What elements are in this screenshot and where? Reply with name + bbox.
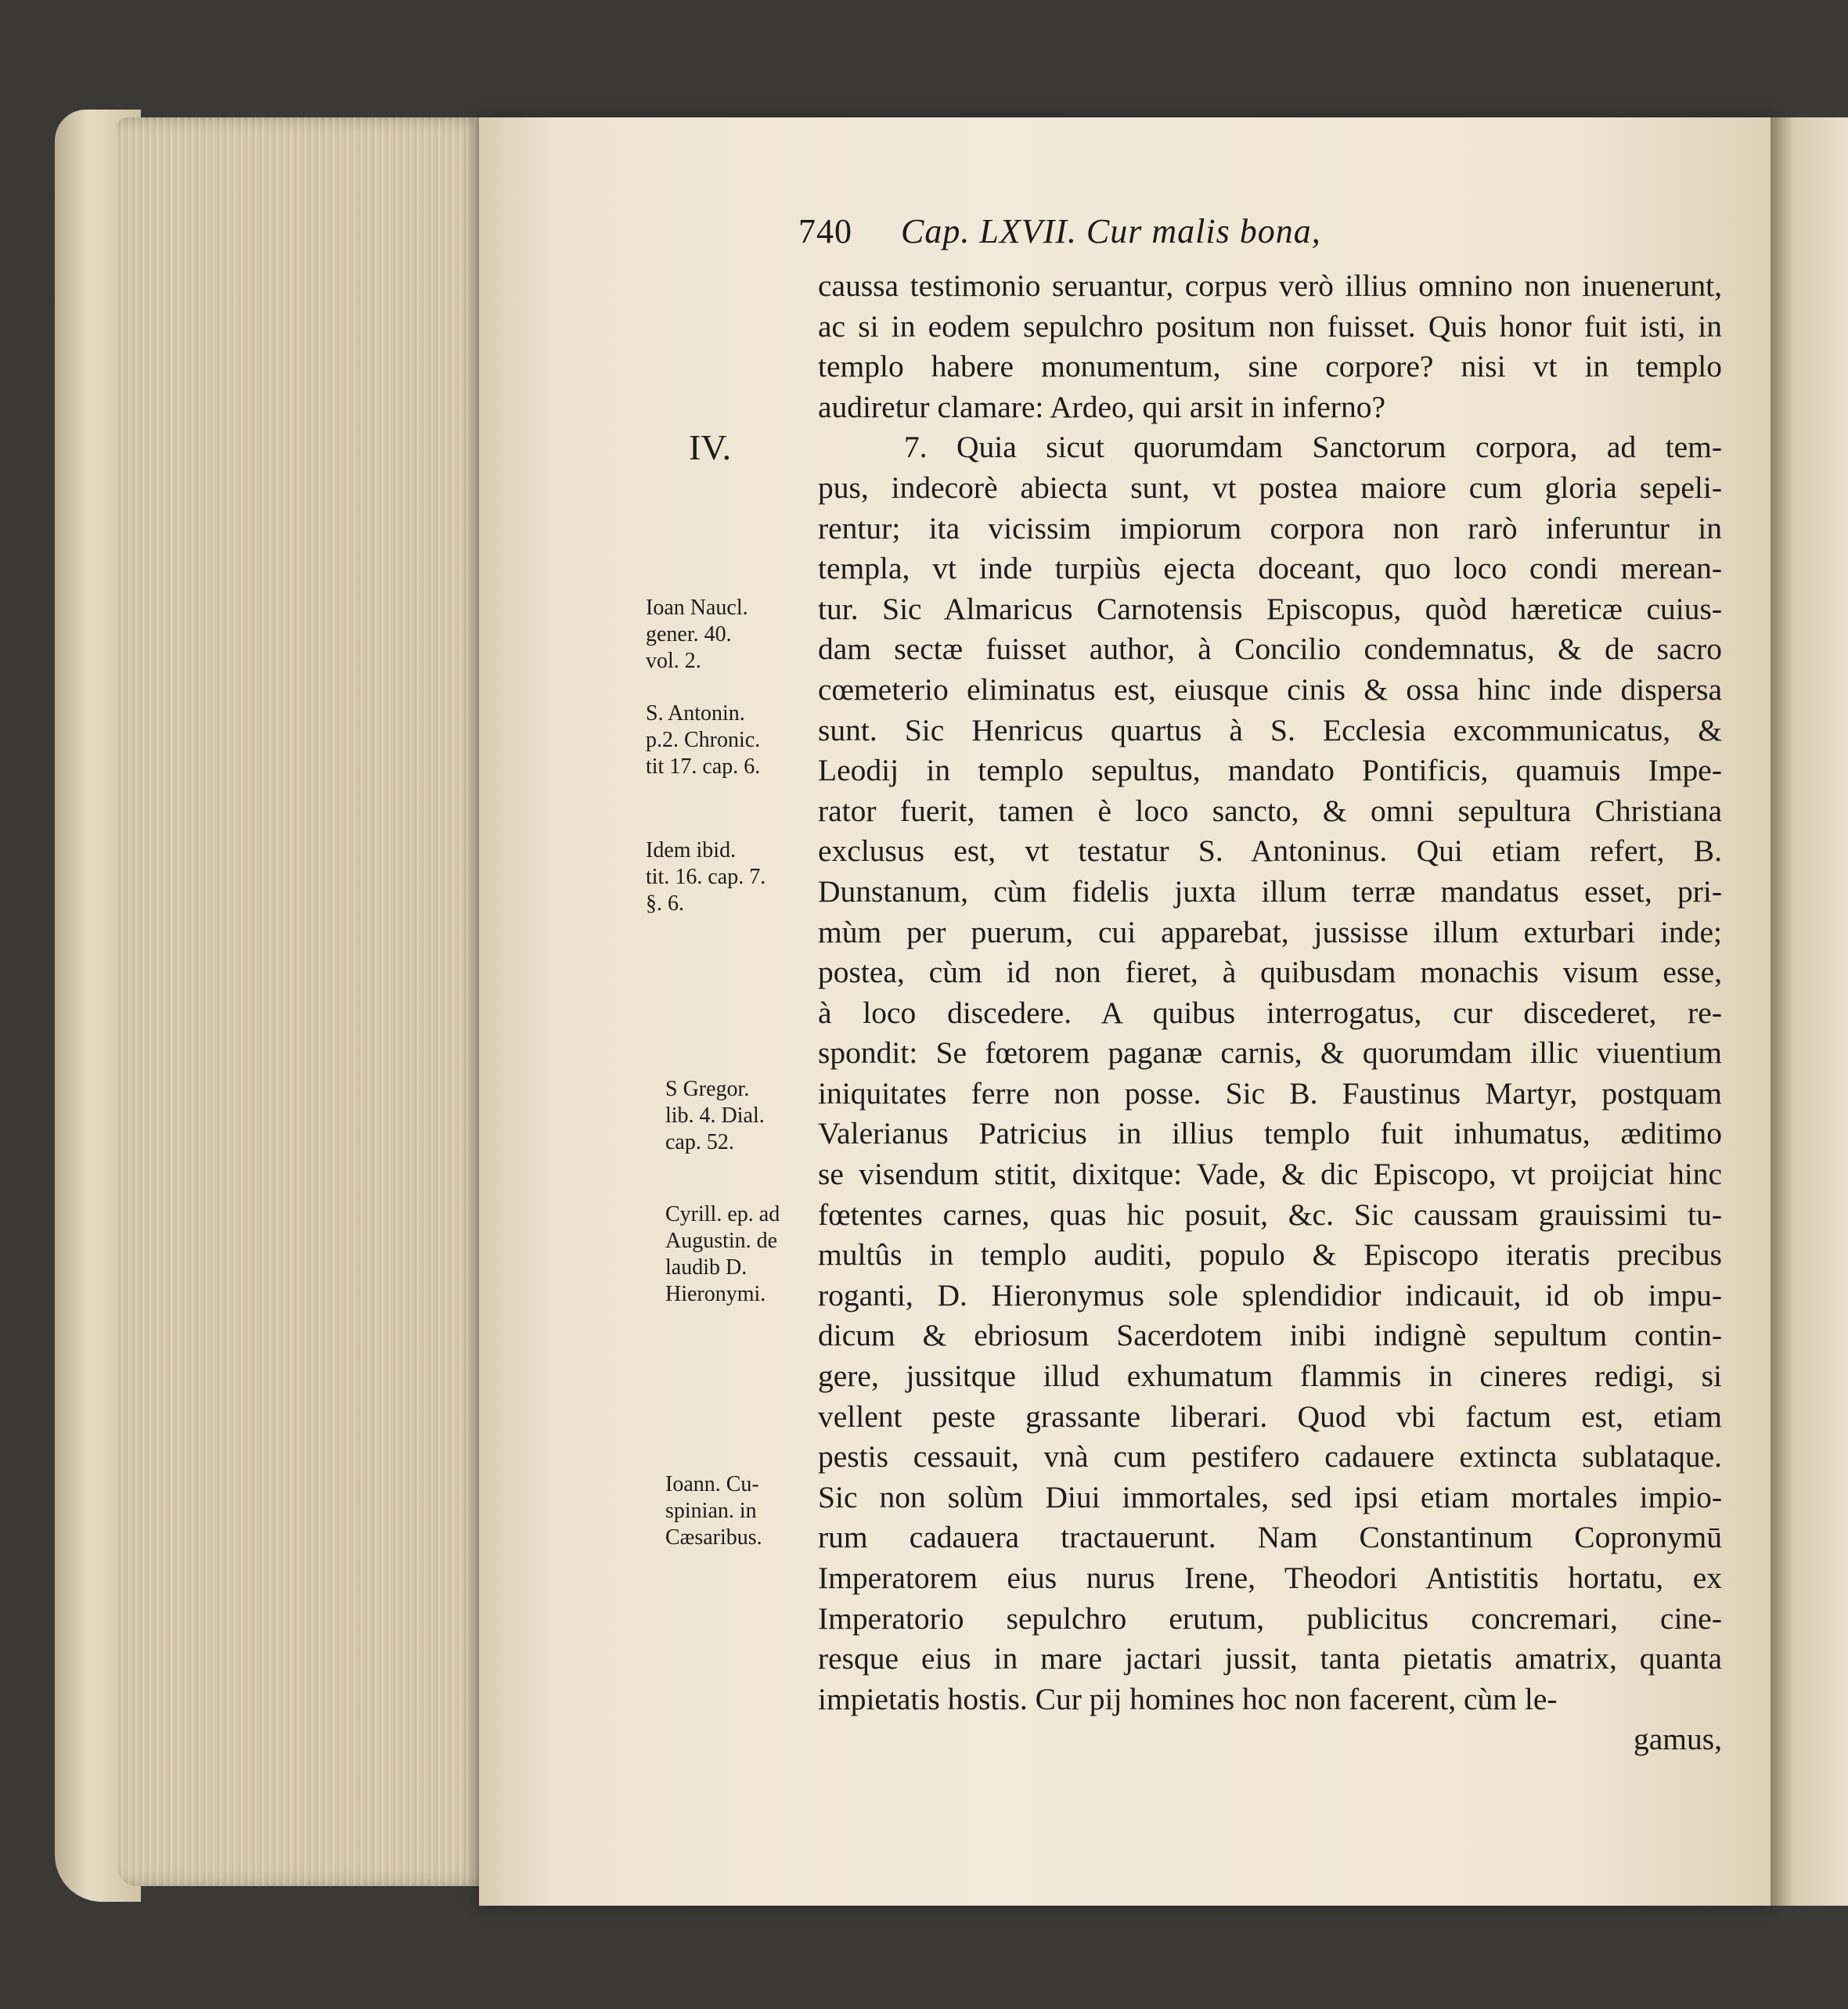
margin-note-line: S Gregor. [665, 1077, 750, 1101]
text-line: Sic non solùm Diui immortales, sed ipsi etiam mortales impio- [818, 1479, 1722, 1514]
text-line: tur. Sic Almaricus Carnotensis Episcopus, quòd hæreticæ cuius- [818, 591, 1722, 626]
text-line: Dunstanum, cùm fidelis juxta illum terræ mandatus esset, pri- [818, 873, 1722, 909]
text-line: pestis cessauit, vnà cum pestifero cadauere extincta sublataque. [818, 1439, 1722, 1474]
text-line: Imperatorio sepulchro erutum, publicitus concremari, cine- [818, 1600, 1722, 1636]
text-line: Leodij in templo sepultus, mandato Pontificis, quamuis Impe- [818, 753, 1722, 788]
text-line: resque eius in mare jactari jussit, tanta pietatis amatrix, quanta [818, 1641, 1722, 1676]
text-line: multûs in templo auditi, populo & Episcopo iteratis precibus [818, 1237, 1722, 1273]
margin-note-line: Cyrill. ep. ad [665, 1202, 780, 1226]
margin-note-line: Idem ibid. [646, 838, 737, 862]
margin-note-line: S. Antonin. [646, 701, 745, 725]
text-line: caussa testimonio seruantur, corpus verò illius omnino non inuenerunt, [818, 268, 1722, 303]
text-line: rator fuerit, tamen è loco sancto, & omni sepultura Christiana [818, 793, 1722, 828]
page-edges [117, 117, 485, 1886]
margin-note-line: Ioann. Cu- [665, 1472, 759, 1496]
margin-note [646, 595, 748, 675]
text-line: dam sectæ fuisset author, à Concilio condemnatus, & de sacro [818, 632, 1722, 667]
text-line: fœtentes carnes, quas hic posuit, &c. Sic caussam grauissimi tu- [818, 1197, 1722, 1232]
margin-note-line: spinian. in [665, 1499, 757, 1523]
margin-note-line: p.2. Chronic. [646, 728, 761, 752]
text-line: à loco discedere. A quibus interrogatus, cur discederet, re- [818, 995, 1722, 1030]
running-head [798, 211, 1321, 251]
margin-note-line: tit. 16. cap. 7. [646, 865, 766, 889]
margin-note-line: Ioan Naucl. [646, 596, 748, 620]
text-line: exclusus est, vt testatur S. Antoninus. Qui etiam refert, B. [818, 833, 1722, 869]
text-line: postea, cùm id non fieret, à quibusdam monachis visum esse, [818, 955, 1722, 990]
text-line: Imperatorem eius nurus Irene, Theodori Antistitis hortatu, ex [818, 1561, 1722, 1595]
text-line: audiretur clamare: Ardeo, qui arsit in inferno? [818, 389, 1385, 424]
text-line: iniquitates ferre non posse. Sic B. Faustinus Martyr, postquam [818, 1075, 1722, 1111]
text-line: vellent peste grassante liberari. Quod vbi factum est, etiam [818, 1399, 1722, 1434]
running-title: Cap. LXVII. Cur malis bona, [901, 212, 1321, 250]
text-line: templo habere monumentum, sine corpore? nisi vt in templo [818, 349, 1722, 384]
text-line: gere, jussitque illud exhumatum flammis in cineres redigi, si [818, 1359, 1722, 1394]
body-text [818, 266, 1722, 1760]
margin-note-line: laudib D. [665, 1255, 747, 1280]
margin-note-line: vol. 2. [646, 649, 701, 673]
text-line: roganti, D. Hieronymus sole splendidior indicauit, id ob impu- [818, 1277, 1722, 1312]
text-line: ac si in eodem sepulchro positum non fuisset. Quis honor fuit isti, in [818, 308, 1722, 344]
margin-note [665, 1471, 762, 1551]
facing-page-edge [1771, 117, 1848, 1906]
text-line: pus, indecorè abiecta sunt, vt postea maiore cum gloria sepeli- [818, 470, 1722, 505]
page-number: 740 [798, 212, 852, 250]
margin-note-line: lib. 4. Dial. [665, 1104, 765, 1128]
margin-note [665, 1076, 765, 1156]
text-line: templa, vt inde turpiùs ejecta doceant, quo loco condi merean- [818, 551, 1722, 586]
text-line: mùm per puerum, cui apparebat, jussisse illum exturbari inde; [818, 914, 1722, 949]
text-line: cœmeterio eliminatus est, eiusque cinis & ossa hinc inde dispersa [818, 671, 1722, 707]
text-line: se visendum stitit, dixitque: Vade, & dic Episcopo, vt proijciat hinc [818, 1157, 1722, 1192]
text-line: spondit: Se fœtorem paganæ carnis, & quorumdam illic viuentium [818, 1035, 1722, 1071]
margin-note [646, 700, 760, 780]
margin-note-line: Cæsaribus. [665, 1525, 762, 1550]
text-line: rentur; ita vicissim impiorum corpora non rarò inferuntur in [818, 510, 1722, 545]
text-line: impietatis hostis. Cur pij homines hoc non facerent, cùm le- [818, 1681, 1558, 1716]
margin-note [646, 837, 765, 917]
margin-note-line: §. 6. [646, 891, 684, 916]
margin-note [665, 1201, 780, 1308]
margin-note-line: Augustin. de [665, 1229, 778, 1253]
margin-note-line: Hieronymi. [665, 1282, 766, 1306]
text-line: 7. Quia sicut quorumdam Sanctorum corpora, ad tem- [904, 430, 1722, 465]
text-line: rum cadauera tractauerunt. Nam Constantinum Copronymū [818, 1520, 1722, 1555]
catchword: gamus, [1633, 1722, 1722, 1757]
text-line: dicum & ebriosum Sacerdotem inibi indignè sepultum contin- [818, 1318, 1722, 1353]
text-line: sunt. Sic Henricus quartus à S. Ecclesia excommunicatus, & [818, 712, 1722, 747]
margin-note-line: tit 17. cap. 6. [646, 754, 761, 779]
section-marker: IV. [689, 427, 732, 467]
text-line: Valerianus Patricius in illius templo fuit inhumatus, æditimo [818, 1116, 1722, 1151]
margin-note-line: cap. 52. [665, 1130, 734, 1154]
margin-note-line: gener. 40. [646, 622, 732, 646]
